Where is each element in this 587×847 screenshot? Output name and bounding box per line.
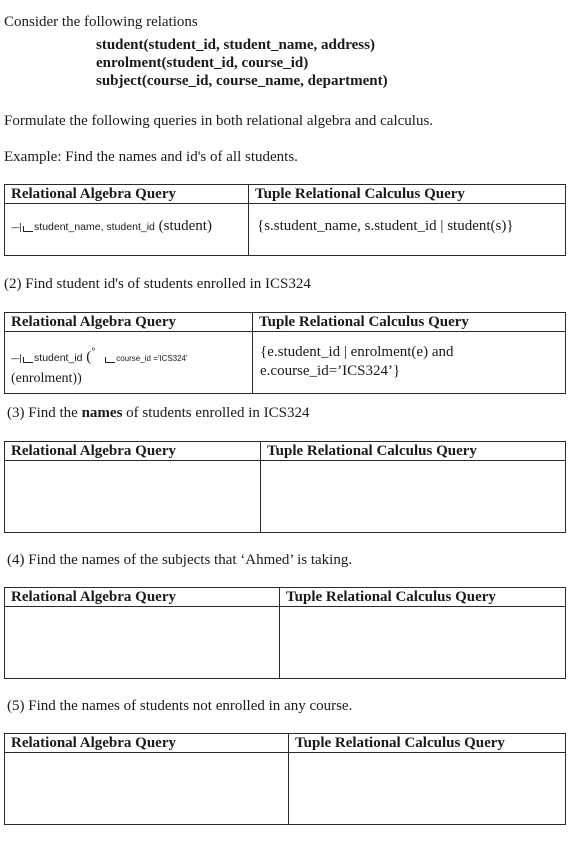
example-trc-text: {s.student_name, s.student_id | student(s)} [257,218,514,234]
q5-title: (5) Find the names of students not enrolled in any course. [7,698,353,714]
q2-trc-line2: e.course_id=’ICS324’} [260,363,401,379]
q2-ra-cell [5,332,253,394]
q4-col-ra-header: Relational Algebra Query [5,588,280,607]
relation-student: student(student_id, student_name, address) [96,37,375,53]
q4-col-trc-header: Tuple Relational Calculus Query [280,588,566,607]
q3-col-ra-header: Relational Algebra Query [5,442,261,461]
q5-col-trc-header: Tuple Relational Calculus Query [289,734,566,753]
instruction-text: Formulate the following queries in both relational algebra and calculus. [4,113,434,129]
example-col-ra-header: Relational Algebra Query [5,185,249,204]
q3-col-trc-header: Tuple Relational Calculus Query [261,442,566,461]
q2-ra-condition: course_id ='ICS324' [116,354,188,363]
relation-subject: subject(course_id, course_name, department) [96,73,388,89]
example-trc-cell [249,204,566,256]
q4-ra-answer-cell[interactable] [5,607,280,679]
q3-title-pre: (3) Find the [7,405,82,421]
example-ra-cell [5,204,249,256]
q4-trc-answer-cell[interactable] [280,607,566,679]
intro-text: Consider the following relations [4,14,198,30]
example-table [4,184,566,256]
q2-trc-cell [253,332,566,394]
q2-col-ra-header: Relational Algebra Query [5,313,253,332]
q5-col-ra-header: Relational Algebra Query [5,734,289,753]
q2-ra-argument: (enrolment)) [11,371,82,386]
relation-enrolment: enrolment(student_id, course_id) [96,55,309,71]
q2-ra-subscript: student_id [34,352,83,364]
q4-table [4,587,566,679]
q3-title-post: of students enrolled in ICS324 [122,405,310,421]
q3-trc-answer-cell[interactable] [261,461,566,533]
selection-symbol: ° [91,346,96,358]
q3-title [7,405,310,422]
q3-ra-answer-cell[interactable] [5,461,261,533]
q2-col-trc-header: Tuple Relational Calculus Query [253,313,566,332]
example-title: Example: Find the names and id's of all students. [4,149,298,165]
q2-title: (2) Find student id's of students enrolled in ICS324 [4,276,311,292]
example-ra-argument: (student) [158,218,212,234]
q3-table [4,441,566,533]
q2-ra-open-paren: ( [86,349,92,365]
q5-trc-answer-cell[interactable] [289,753,566,825]
projection-symbol: --–| [11,223,22,233]
q2-table [4,312,566,394]
example-col-trc-header: Tuple Relational Calculus Query [249,185,566,204]
q2-trc-line1: {e.student_id | enrolment(e) and [260,344,454,360]
example-ra-subscript: student_name, student_id [34,221,155,233]
q4-title: (4) Find the names of the subjects that ‘Ahmed’ is taking. [7,552,353,568]
q5-ra-answer-cell[interactable] [5,753,289,825]
q5-table [4,733,566,825]
projection-symbol: --–| [11,354,22,364]
q3-title-bold: names [81,405,123,421]
